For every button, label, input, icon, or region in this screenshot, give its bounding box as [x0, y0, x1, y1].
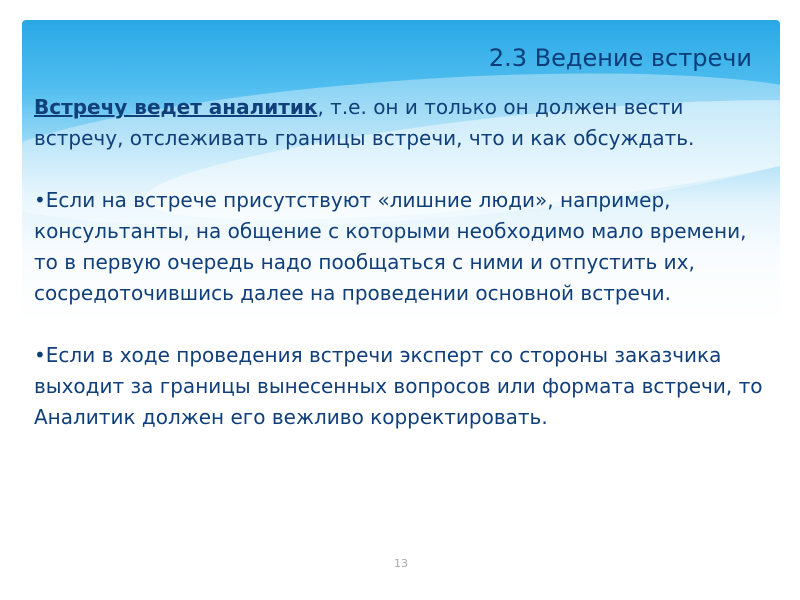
bullet-expert-out-of-scope: •Если в ходе проведения встречи эксперт со стороны заказчика выходит за границы вынесенных вопросов или формата встречи, то Аналитик должен его вежливо корректировать.: [34, 343, 763, 429]
intro-paragraph: [34, 92, 764, 154]
slide-title: 2.3 Ведение встречи: [488, 44, 752, 72]
slide-body: [34, 92, 764, 433]
intro-text: , т.е. он и только он должен вести встречу, отслеживать границы встречи, что и как обсуждать.: [34, 95, 695, 150]
bullet-extra-people: •Если на встрече присутствуют «лишние люди», например, консультанты, на общение с которыми необходимо мало времени, то в первую очередь надо пообщаться с ними и отпустить их, сосредоточившись далее на проведении основной встречи.: [34, 188, 747, 305]
page-number: 13: [394, 557, 408, 570]
paragraph-spacer: [34, 154, 764, 185]
paragraph-spacer: [34, 309, 764, 340]
intro-emphasis: Встречу ведет аналитик: [34, 95, 318, 119]
